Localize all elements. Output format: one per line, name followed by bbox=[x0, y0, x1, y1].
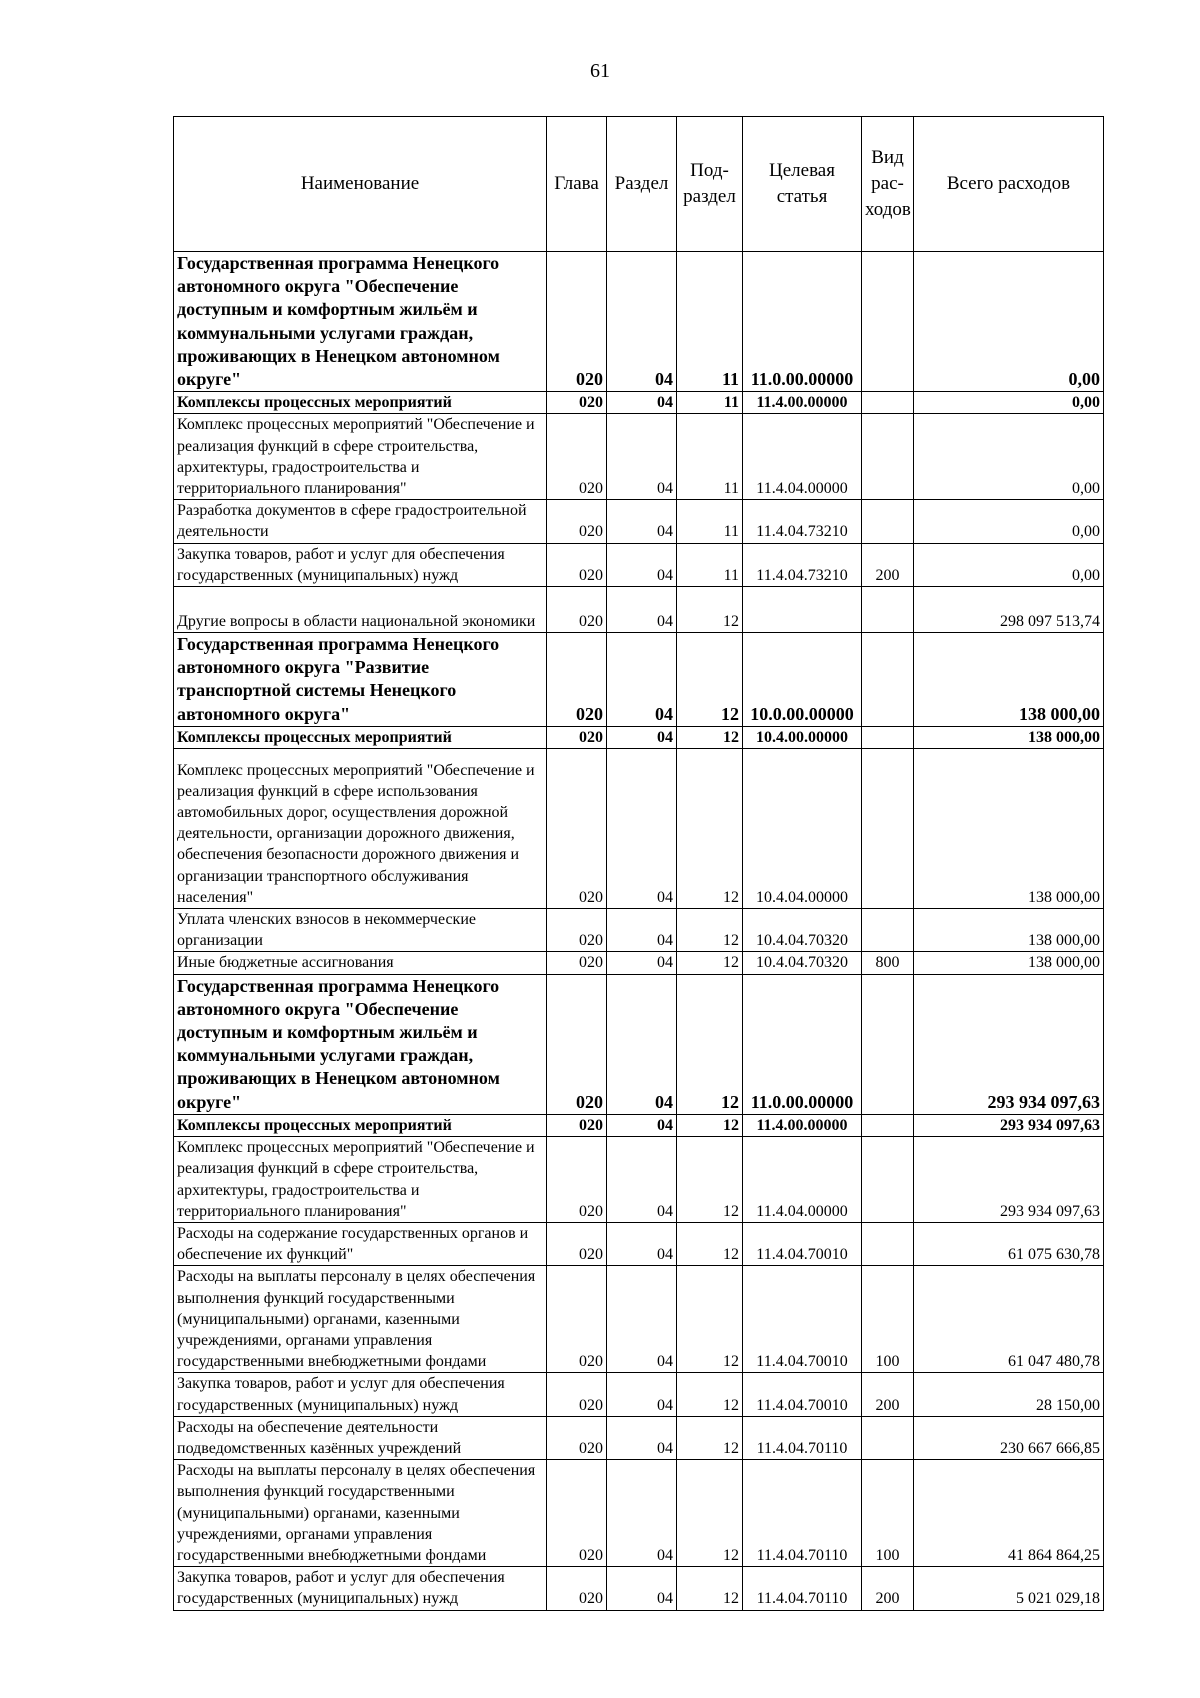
cell-podrazdel: 12 bbox=[677, 1460, 743, 1567]
cell-vid: 800 bbox=[862, 952, 914, 974]
cell-razdel: 04 bbox=[607, 414, 677, 500]
cell-name: Комплекс процессных мероприятий "Обеспечение и реализация функций в сфере строительства, архитектуры, градостроительства и территориального планирования" bbox=[174, 1137, 547, 1223]
table-row bbox=[174, 633, 1104, 727]
cell-podrazdel: 11 bbox=[677, 543, 743, 586]
cell-razdel: 04 bbox=[607, 1416, 677, 1459]
header-razdel: Раздел bbox=[607, 117, 677, 252]
table-row bbox=[174, 1222, 1104, 1265]
cell-razdel: 04 bbox=[607, 974, 677, 1114]
cell-podrazdel: 12 bbox=[677, 587, 743, 633]
cell-podrazdel: 12 bbox=[677, 633, 743, 727]
cell-tselevaya: 11.4.04.00000 bbox=[743, 1137, 862, 1223]
cell-total: 0,00 bbox=[914, 500, 1104, 543]
cell-razdel: 04 bbox=[607, 392, 677, 414]
cell-podrazdel: 12 bbox=[677, 1373, 743, 1416]
cell-podrazdel: 12 bbox=[677, 909, 743, 952]
table-row bbox=[174, 252, 1104, 392]
cell-name: Уплата членских взносов в некоммерческие организации bbox=[174, 909, 547, 952]
table-row bbox=[174, 974, 1104, 1114]
table-row bbox=[174, 1460, 1104, 1567]
table-row bbox=[174, 1567, 1104, 1610]
cell-total: 138 000,00 bbox=[914, 749, 1104, 909]
cell-vid: 100 bbox=[862, 1460, 914, 1567]
header-name: Наименование bbox=[174, 117, 547, 252]
cell-vid: 200 bbox=[862, 1567, 914, 1610]
table-row bbox=[174, 1373, 1104, 1416]
cell-glava: 020 bbox=[547, 587, 607, 633]
cell-razdel: 04 bbox=[607, 749, 677, 909]
cell-glava: 020 bbox=[547, 952, 607, 974]
cell-razdel: 04 bbox=[607, 909, 677, 952]
cell-tselevaya: 11.4.00.00000 bbox=[743, 392, 862, 414]
cell-podrazdel: 12 bbox=[677, 1137, 743, 1223]
cell-vid bbox=[862, 392, 914, 414]
table-row bbox=[174, 1137, 1104, 1223]
cell-glava: 020 bbox=[547, 1567, 607, 1610]
cell-glava: 020 bbox=[547, 1114, 607, 1136]
cell-tselevaya bbox=[743, 587, 862, 633]
cell-podrazdel: 12 bbox=[677, 1416, 743, 1459]
cell-tselevaya: 11.4.04.73210 bbox=[743, 500, 862, 543]
header-tselevaya: Целевая статья bbox=[743, 117, 862, 252]
cell-total: 5 021 029,18 bbox=[914, 1567, 1104, 1610]
cell-glava: 020 bbox=[547, 414, 607, 500]
cell-total: 0,00 bbox=[914, 252, 1104, 392]
cell-razdel: 04 bbox=[607, 543, 677, 586]
header-total: Всего расходов bbox=[914, 117, 1104, 252]
cell-razdel: 04 bbox=[607, 726, 677, 748]
cell-vid bbox=[862, 500, 914, 543]
cell-name: Закупка товаров, работ и услуг для обеспечения государственных (муниципальных) нужд bbox=[174, 543, 547, 586]
cell-vid: 100 bbox=[862, 1266, 914, 1373]
cell-total: 298 097 513,74 bbox=[914, 587, 1104, 633]
cell-glava: 020 bbox=[547, 974, 607, 1114]
cell-tselevaya: 10.4.00.00000 bbox=[743, 726, 862, 748]
table-row bbox=[174, 414, 1104, 500]
cell-total: 0,00 bbox=[914, 543, 1104, 586]
cell-vid bbox=[862, 974, 914, 1114]
cell-name: Государственная программа Ненецкого автономного округа "Обеспечение доступным и комфортным жильём и коммунальными услугами граждан, проживающих в Ненецком автономном округе" bbox=[174, 252, 547, 392]
cell-name: Иные бюджетные ассигнования bbox=[174, 952, 547, 974]
cell-name: Закупка товаров, работ и услуг для обеспечения государственных (муниципальных) нужд bbox=[174, 1373, 547, 1416]
cell-razdel: 04 bbox=[607, 252, 677, 392]
cell-glava: 020 bbox=[547, 1222, 607, 1265]
cell-glava: 020 bbox=[547, 392, 607, 414]
table-row bbox=[174, 909, 1104, 952]
cell-total: 41 864 864,25 bbox=[914, 1460, 1104, 1567]
cell-vid bbox=[862, 726, 914, 748]
cell-podrazdel: 11 bbox=[677, 414, 743, 500]
cell-tselevaya: 11.4.04.00000 bbox=[743, 414, 862, 500]
cell-razdel: 04 bbox=[607, 587, 677, 633]
cell-total: 0,00 bbox=[914, 414, 1104, 500]
cell-razdel: 04 bbox=[607, 1567, 677, 1610]
cell-podrazdel: 11 bbox=[677, 392, 743, 414]
cell-vid bbox=[862, 633, 914, 727]
cell-glava: 020 bbox=[547, 1460, 607, 1567]
table-row bbox=[174, 392, 1104, 414]
cell-name: Расходы на выплаты персоналу в целях обеспечения выполнения функций государственными (муниципальными) органами, казенными учреждениями, органами управления государственными внебюджетными фондами bbox=[174, 1460, 547, 1567]
cell-total: 293 934 097,63 bbox=[914, 1137, 1104, 1223]
cell-tselevaya: 10.0.00.00000 bbox=[743, 633, 862, 727]
cell-glava: 020 bbox=[547, 1137, 607, 1223]
cell-name: Комплексы процессных мероприятий bbox=[174, 1114, 547, 1136]
cell-glava: 020 bbox=[547, 633, 607, 727]
cell-tselevaya: 10.4.04.70320 bbox=[743, 909, 862, 952]
cell-name: Разработка документов в сфере градостроительной деятельности bbox=[174, 500, 547, 543]
cell-vid bbox=[862, 414, 914, 500]
budget-table bbox=[173, 116, 1104, 1611]
cell-glava: 020 bbox=[547, 1266, 607, 1373]
cell-total: 28 150,00 bbox=[914, 1373, 1104, 1416]
cell-podrazdel: 12 bbox=[677, 726, 743, 748]
cell-vid: 200 bbox=[862, 543, 914, 586]
cell-razdel: 04 bbox=[607, 1373, 677, 1416]
cell-tselevaya: 11.4.04.70010 bbox=[743, 1222, 862, 1265]
header-vid: Вид рас-ходов bbox=[862, 117, 914, 252]
cell-podrazdel: 12 bbox=[677, 1266, 743, 1373]
cell-vid bbox=[862, 252, 914, 392]
table-row bbox=[174, 952, 1104, 974]
cell-podrazdel: 12 bbox=[677, 1222, 743, 1265]
cell-vid bbox=[862, 1114, 914, 1136]
cell-tselevaya: 11.0.00.00000 bbox=[743, 974, 862, 1114]
cell-total: 293 934 097,63 bbox=[914, 974, 1104, 1114]
table-row bbox=[174, 1114, 1104, 1136]
cell-name: Расходы на обеспечение деятельности подведомственных казённых учреждений bbox=[174, 1416, 547, 1459]
cell-podrazdel: 12 bbox=[677, 952, 743, 974]
cell-glava: 020 bbox=[547, 726, 607, 748]
cell-podrazdel: 12 bbox=[677, 1114, 743, 1136]
cell-name: Государственная программа Ненецкого автономного округа "Развитие транспортной системы Ненецкого автономного округа" bbox=[174, 633, 547, 727]
page-number: 61 bbox=[590, 60, 610, 82]
cell-name: Комплексы процессных мероприятий bbox=[174, 392, 547, 414]
table-row bbox=[174, 1266, 1104, 1373]
cell-vid bbox=[862, 909, 914, 952]
table-header-row bbox=[174, 117, 1104, 252]
cell-vid bbox=[862, 749, 914, 909]
cell-total: 0,00 bbox=[914, 392, 1104, 414]
cell-name: Расходы на выплаты персоналу в целях обеспечения выполнения функций государственными (муниципальными) органами, казенными учреждениями, органами управления государственными внебюджетными фондами bbox=[174, 1266, 547, 1373]
cell-glava: 020 bbox=[547, 1416, 607, 1459]
cell-tselevaya: 11.4.00.00000 bbox=[743, 1114, 862, 1136]
cell-razdel: 04 bbox=[607, 1114, 677, 1136]
table-row bbox=[174, 1416, 1104, 1459]
cell-name: Другие вопросы в области национальной экономики bbox=[174, 587, 547, 633]
cell-razdel: 04 bbox=[607, 952, 677, 974]
header-glava: Глава bbox=[547, 117, 607, 252]
cell-glava: 020 bbox=[547, 749, 607, 909]
cell-name: Закупка товаров, работ и услуг для обеспечения государственных (муниципальных) нужд bbox=[174, 1567, 547, 1610]
cell-tselevaya: 11.4.04.73210 bbox=[743, 543, 862, 586]
cell-podrazdel: 12 bbox=[677, 1567, 743, 1610]
cell-podrazdel: 11 bbox=[677, 252, 743, 392]
cell-total: 138 000,00 bbox=[914, 952, 1104, 974]
cell-name: Государственная программа Ненецкого автономного округа "Обеспечение доступным и комфортным жильём и коммунальными услугами граждан, проживающих в Ненецком автономном округе" bbox=[174, 974, 547, 1114]
cell-tselevaya: 11.4.04.70010 bbox=[743, 1373, 862, 1416]
cell-total: 138 000,00 bbox=[914, 726, 1104, 748]
cell-tselevaya: 11.4.04.70010 bbox=[743, 1266, 862, 1373]
cell-razdel: 04 bbox=[607, 1222, 677, 1265]
cell-vid: 200 bbox=[862, 1373, 914, 1416]
table-row bbox=[174, 749, 1104, 909]
cell-vid bbox=[862, 1416, 914, 1459]
cell-name: Комплекс процессных мероприятий "Обеспечение и реализация функций в сфере строительства, архитектуры, градостроительства и территориального планирования" bbox=[174, 414, 547, 500]
cell-total: 230 667 666,85 bbox=[914, 1416, 1104, 1459]
cell-podrazdel: 11 bbox=[677, 500, 743, 543]
cell-tselevaya: 10.4.04.00000 bbox=[743, 749, 862, 909]
cell-vid bbox=[862, 1222, 914, 1265]
header-podrazdel: Под-раздел bbox=[677, 117, 743, 252]
cell-vid bbox=[862, 1137, 914, 1223]
cell-glava: 020 bbox=[547, 252, 607, 392]
cell-tselevaya: 11.4.04.70110 bbox=[743, 1567, 862, 1610]
cell-tselevaya: 11.4.04.70110 bbox=[743, 1416, 862, 1459]
cell-total: 138 000,00 bbox=[914, 633, 1104, 727]
cell-glava: 020 bbox=[547, 1373, 607, 1416]
cell-tselevaya: 10.4.04.70320 bbox=[743, 952, 862, 974]
cell-total: 61 075 630,78 bbox=[914, 1222, 1104, 1265]
table-row bbox=[174, 543, 1104, 586]
cell-tselevaya: 11.4.04.70110 bbox=[743, 1460, 862, 1567]
cell-total: 293 934 097,63 bbox=[914, 1114, 1104, 1136]
cell-total: 61 047 480,78 bbox=[914, 1266, 1104, 1373]
cell-vid bbox=[862, 587, 914, 633]
cell-razdel: 04 bbox=[607, 633, 677, 727]
cell-razdel: 04 bbox=[607, 500, 677, 543]
cell-razdel: 04 bbox=[607, 1460, 677, 1567]
cell-glava: 020 bbox=[547, 543, 607, 586]
table-row bbox=[174, 726, 1104, 748]
cell-glava: 020 bbox=[547, 909, 607, 952]
table-body bbox=[174, 252, 1104, 1611]
cell-podrazdel: 12 bbox=[677, 749, 743, 909]
cell-total: 138 000,00 bbox=[914, 909, 1104, 952]
table-row bbox=[174, 500, 1104, 543]
cell-razdel: 04 bbox=[607, 1266, 677, 1373]
cell-podrazdel: 12 bbox=[677, 974, 743, 1114]
cell-name: Расходы на содержание государственных органов и обеспечение их функций" bbox=[174, 1222, 547, 1265]
cell-glava: 020 bbox=[547, 500, 607, 543]
cell-name: Комплекс процессных мероприятий "Обеспечение и реализация функций в сфере использования автомобильных дорог, осуществления дорожной деятельности, организации дорожного движения, обеспечения безопасности дорожного движения и организации транспортного обслуживания населения" bbox=[174, 749, 547, 909]
table-row bbox=[174, 587, 1104, 633]
cell-name: Комплексы процессных мероприятий bbox=[174, 726, 547, 748]
cell-tselevaya: 11.0.00.00000 bbox=[743, 252, 862, 392]
cell-razdel: 04 bbox=[607, 1137, 677, 1223]
